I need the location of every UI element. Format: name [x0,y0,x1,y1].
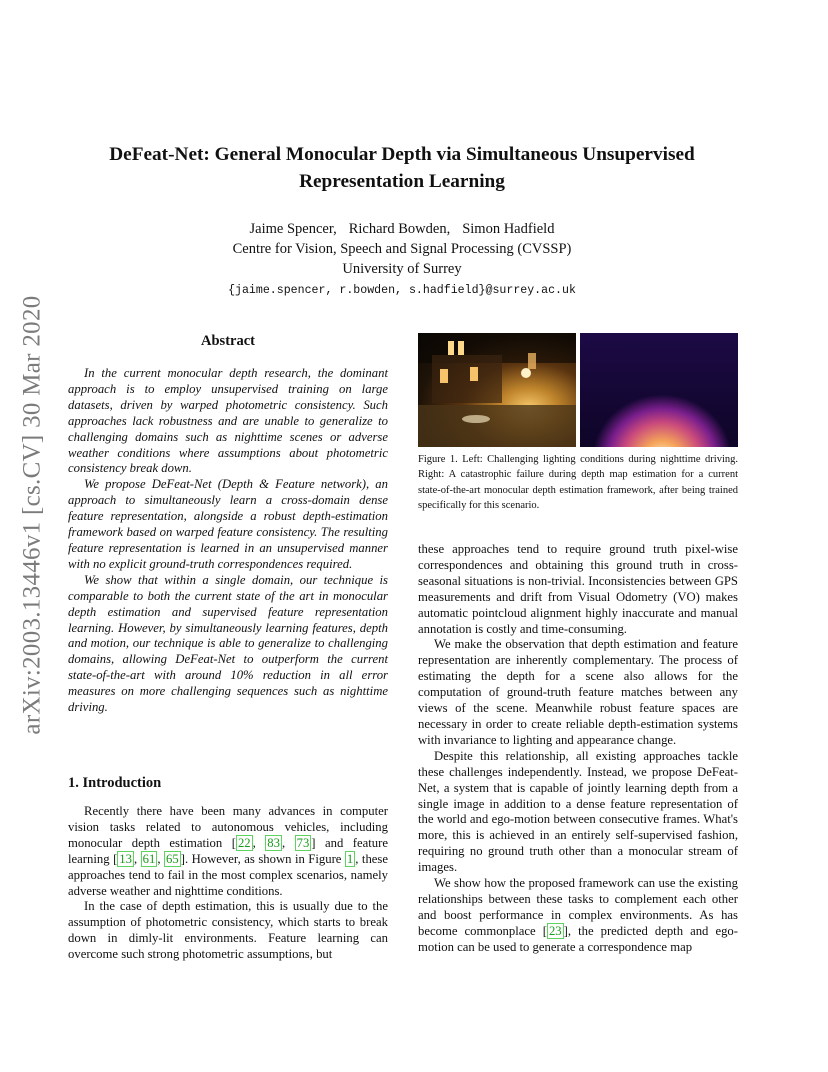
intro-text: and feature learning [68,835,388,866]
abstract-body [68,366,388,716]
title-line-1: DeFeat-Net: General Monocular Depth via Simultaneous Unsupervised [109,144,695,165]
right-paragraph-3: Despite this relationship, all existing approaches tackle these challenges independently. Instead, we propose DeFeat-Net, a system that is capable of jointly learning depth from a single image in addition to a dense feature representation of the world and ego-motion between consecutive frames. What's more, this is achieved in an entirely self-supervised fashion, requiring no ground truth other than a monocular stream of images. [418,748,738,875]
citation-link[interactable]: 83 [267,835,280,850]
intro-paragraph-1: Recently there have been many advances in computer vision tasks related to autonomous vehicles, including monocular depth estimation [ 22 , 83 , 73 ] and feature learning [ 13 , 61 , 65 ]. However, as shown in Figure 1 , these approaches tend to fail in the most complex scenarios, namely adverse weather and nighttime conditions. [68,804,388,898]
intro-paragraph-2: In the case of depth estimation, this is usually due to the assumption of photometric consistency, which starts to break down in dimly-lit environments. Feature learning can overcome such strong photometric assumptions, but [68,899,388,962]
right-column-body [418,542,738,956]
abstract-paragraph-3: We show that within a single domain, our technique is comparable to both the current state of the art in monocular depth estimation and supervised feature representation learning. However, by simultaneously learning features, depth and motion, our technique is able to generalize to challenging domains, allowing DeFeat-Net to outperform the current state-of-the-art with around 10% reduction in all error measures on more challenging sequences such as nighttime driving. [68,572,388,715]
citation-link[interactable]: 23 [548,923,562,938]
author-block [80,219,724,301]
author-emails: {jaime.spencer, r.bowden, s.hadfield}@surrey.ac.uk [228,284,576,297]
author-1: Jaime Spencer, [249,221,337,237]
intro-text: , these approaches tend to fail in the most complex scenarios, namely adverse weather and nighttime conditions. [68,851,388,898]
abstract-paragraph-2: We propose DeFeat-Net (Depth & Feature network), an approach to simultaneously learn a cross-domain dense feature representation, alongside a robust depth-estimation framework based on warped feature consistency. The resulting feature representation is learned in an unsupervised manner with no explicit ground-truth correspondences required. [68,477,388,571]
nighttime-scene-image [418,333,576,447]
introduction-heading: 1. Introduction [68,775,162,791]
figure-1-caption: Figure 1. Left: Challenging lighting conditions during nighttime driving. Right: A catastrophic failure during depth map estimation for a current state-of-the-art monocular depth estimation framework, after being trained specifically for this scenario. [418,454,738,511]
author-3: Simon Hadfield [462,221,555,237]
right-paragraph-1: these approaches tend to require ground truth pixel-wise correspondences and obtaining this ground truth in cross-seasonal situations is non-trivial. Inconsistencies between GPS measurements and drift from Visual Odometry (VO) makes automatic pointcloud alignment highly inaccurate and manual annotation is costly and time-consuming. [418,542,738,636]
arxiv-sidebar [10,280,56,750]
abstract-paragraph-1: In the current monocular depth research, the dominant approach is to employ unsupervised training on large datasets, driven by warped photometric consistency. Such approaches lack robustness and are unable to generalize to challenging domains such as nighttime scenes or adverse weather conditions where assumptions about photometric consistency break down. [68,366,388,476]
university: University of Surrey [342,261,462,277]
right-paragraph-2: We make the observation that depth estimation and feature representation are inherently complementary. The process of estimating the depth for a scene also allows for the computation of ground-truth feature matches between any views of the scene. Meanwhile robust feature spaces are necessary in order to create reliable depth-estimation systems with invariance to lighting and appearance change. [418,637,738,747]
intro-text: . However, as shown in Figure [184,851,345,866]
figure-1 [418,333,738,447]
author-names [80,219,724,239]
citation-link[interactable]: 65 [166,851,179,866]
depth-map-failure-image [580,333,738,447]
citation-link[interactable]: 13 [119,851,132,866]
right-paragraph-4: We show how the proposed framework can use the existing relationships between these tasks to complement each other and boost performance in complex environments. As has become commonplace [ 23 ], the predicted depth and ego-motion can be used to generate a correspondence map [418,876,738,954]
citation-link[interactable]: 73 [296,835,310,850]
paper-title [80,141,724,195]
author-2: Richard Bowden, [348,221,451,237]
abstract-heading: Abstract [201,333,255,349]
nighttime-scene-drawing [418,333,576,447]
citation-link[interactable]: 61 [142,851,156,866]
right-text: We show how the proposed framework can use the existing relationships between these tasks to complement each other and boost performance in complex environments. As has become commonplace [418,876,738,938]
citation-link[interactable]: 22 [237,835,251,850]
figure-reference-link[interactable]: 1 [346,851,354,866]
intro-text: Recently there have been many advances in computer vision tasks related to autonomous vehicles, including monocular depth estimation [68,804,388,850]
affiliation: Centre for Vision, Speech and Signal Processing (CVSSP) [232,241,572,257]
title-line-2: Representation Learning [299,171,505,192]
right-text: , the predicted depth and ego-motion can be used to generate a correspondence map [418,923,738,954]
arxiv-identifier: arXiv:2003.13446v1 [cs.CV] 30 Mar 2020 [19,295,46,735]
introduction-body [68,804,388,963]
